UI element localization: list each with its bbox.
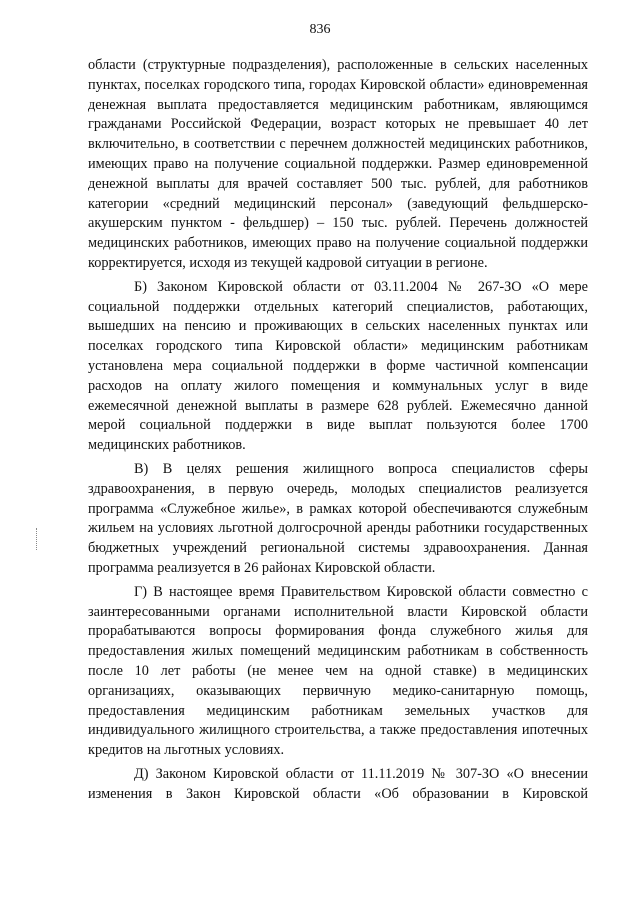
page-number: 836 <box>309 22 331 37</box>
paragraph-b: Б) Законом Кировской области от 03.11.2004 № 267-ЗО «О мере социальной поддержки отдельных категорий специалистов, работающих, вышедших на пенсию и проживающих в сельских населенных пунктах или поселках городского типа Кировской области» медицинским работникам установлена мера социальной поддержки в форме частичной компенсации расходов на оплату жилого помещения и коммунальных услуг в виде ежемесячной денежной выплаты в размере 628 рублей. Ежемесячно данной мерой социальной поддержки в виде выплат пользуются более 1700 медицинских работников. <box>88 278 588 454</box>
document-body <box>88 56 588 804</box>
paragraph-v: В) В целях решения жилищного вопроса специалистов сферы здравоохранения, в первую очередь, молодых специалистов реализуется программа «Служебное жилье», в рамках которой обеспечиваются служебным жильем на условиях льготной долгосрочной аренды работники государственных бюджетных учреждений региональной системы здравоохранения. Данная программа реализуется в 26 районах Кировской области. <box>88 460 588 576</box>
paragraph-continuation: области (структурные подразделения), расположенные в сельских населенных пунктах, поселках городского типа, городах Кировской области» единовременная денежная выплата предоставляется медицинским работникам, являющимся гражданами Российской Федерации, возраст которых не превышает 40 лет включительно, в соответствии с перечнем должностей медицинских работников, имеющих право на получение социальной поддержки. Размер единовременной денежной выплаты для врачей составляет 500 тыс. рублей, для работников категории «средний медицинский персонал» (заведующий фельдшерско-акушерским пунктом - фельдшер) – 150 тыс. рублей. Перечень должностей медицинских работников, имеющих право на получение социальной поддержки корректируется, исходя из текущей кадровой ситуации в регионе. <box>88 57 588 271</box>
paragraph-g: Г) В настоящее время Правительством Кировской области совместно с заинтересованными органами исполнительной власти Кировской области прорабатываются вопросы формирования фонда служебного жилья для предоставления жилых помещений медицинским работникам в собственность после 10 лет работы (не менее чем на одной ставке) в медицинских организациях, оказывающих первичную медико-санитарную помощь, предоставления медицинским работникам земельных участков для индивидуального жилищного строительства, а также предоставления ипотечных кредитов на льготных условиях. <box>88 583 588 759</box>
margin-marks <box>36 528 39 550</box>
paragraph-d: Д) Законом Кировской области от 11.11.2019 № 307-ЗО «О внесении изменения в Закон Кировской области «Об образовании в Кировской <box>88 765 588 802</box>
